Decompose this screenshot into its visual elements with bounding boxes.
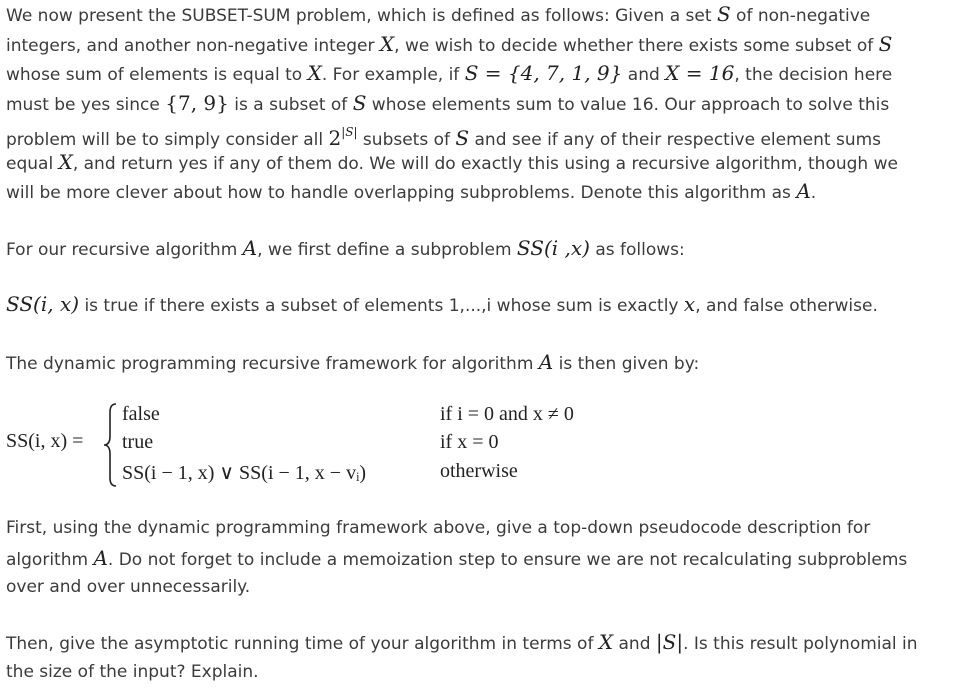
intro-line-1: We now present the SUBSET-SUM problem, which is defined as follows: Given a set S of non-negative: [6, 2, 871, 26]
subproblem-definition-intro: For our recursive algorithm A, we first define a subproblem SS(i ,x) as follows:: [6, 236, 685, 260]
runtime-line-1: Then, give the asymptotic running time of your algorithm in terms of X and |S|. Is this result polynomial in: [6, 630, 918, 654]
intro-paragraph: [6, 0, 898, 207]
pseudocode-line-3: over and over unnecessarily.: [6, 577, 251, 597]
intro-line-4: must be yes since {7, 9} is a subset of S whose elements sum to value 16. Our approach to solve this: [6, 90, 890, 115]
intro-line-2: integers, and another non-negative integer X, we wish to decide whether there exists some subset of S: [6, 31, 893, 56]
pseudocode-line-1: First, using the dynamic programming framework above, give a top-down pseudocode description for: [6, 518, 871, 538]
case-3-value: SS(i − 1, x) ∨ SS(i − 1, x − vᵢ): [122, 462, 366, 484]
case-1-value: false: [122, 403, 160, 425]
intro-line-5: problem will be to simply consider all $2^{|S|}$ subsets of S and see if any of their respective element sums: [6, 125, 882, 150]
left-brace: [102, 402, 118, 488]
case-2-condition: if x = 0: [440, 431, 499, 453]
case-1-condition: if i = 0 and x ≠ 0: [440, 403, 574, 425]
equation-lhs: SS(i, x) =: [6, 430, 84, 452]
case-2-value: true: [122, 431, 154, 453]
intro-line-3: whose sum of elements is equal to X. For example, if S = {4, 7, 1, 9} and X = 16, the decision here: [6, 61, 893, 85]
runtime-line-2: the size of the input? Explain.: [6, 661, 259, 682]
runtime-question: [6, 628, 918, 687]
intro-line-6: equal X, and return yes if any of them do. We will do exactly this using a recursive algorithm, though we: [6, 149, 898, 174]
pseudocode-question: [6, 514, 907, 603]
framework-intro: The dynamic programming recursive framework for algorithm A is then given by:: [6, 350, 700, 374]
intro-line-7: will be more clever about how to handle overlapping subproblems. Denote this algorithm as A.: [6, 179, 817, 203]
subproblem-definition: SS(i, x) is true if there exists a subset of elements 1,...,i whose sum is exactly x, and false otherwise.: [6, 292, 878, 316]
case-3-condition: otherwise: [440, 460, 518, 482]
pseudocode-line-2: algorithm A. Do not forget to include a memoization step to ensure we are not recalculating subproblems: [6, 545, 908, 570]
